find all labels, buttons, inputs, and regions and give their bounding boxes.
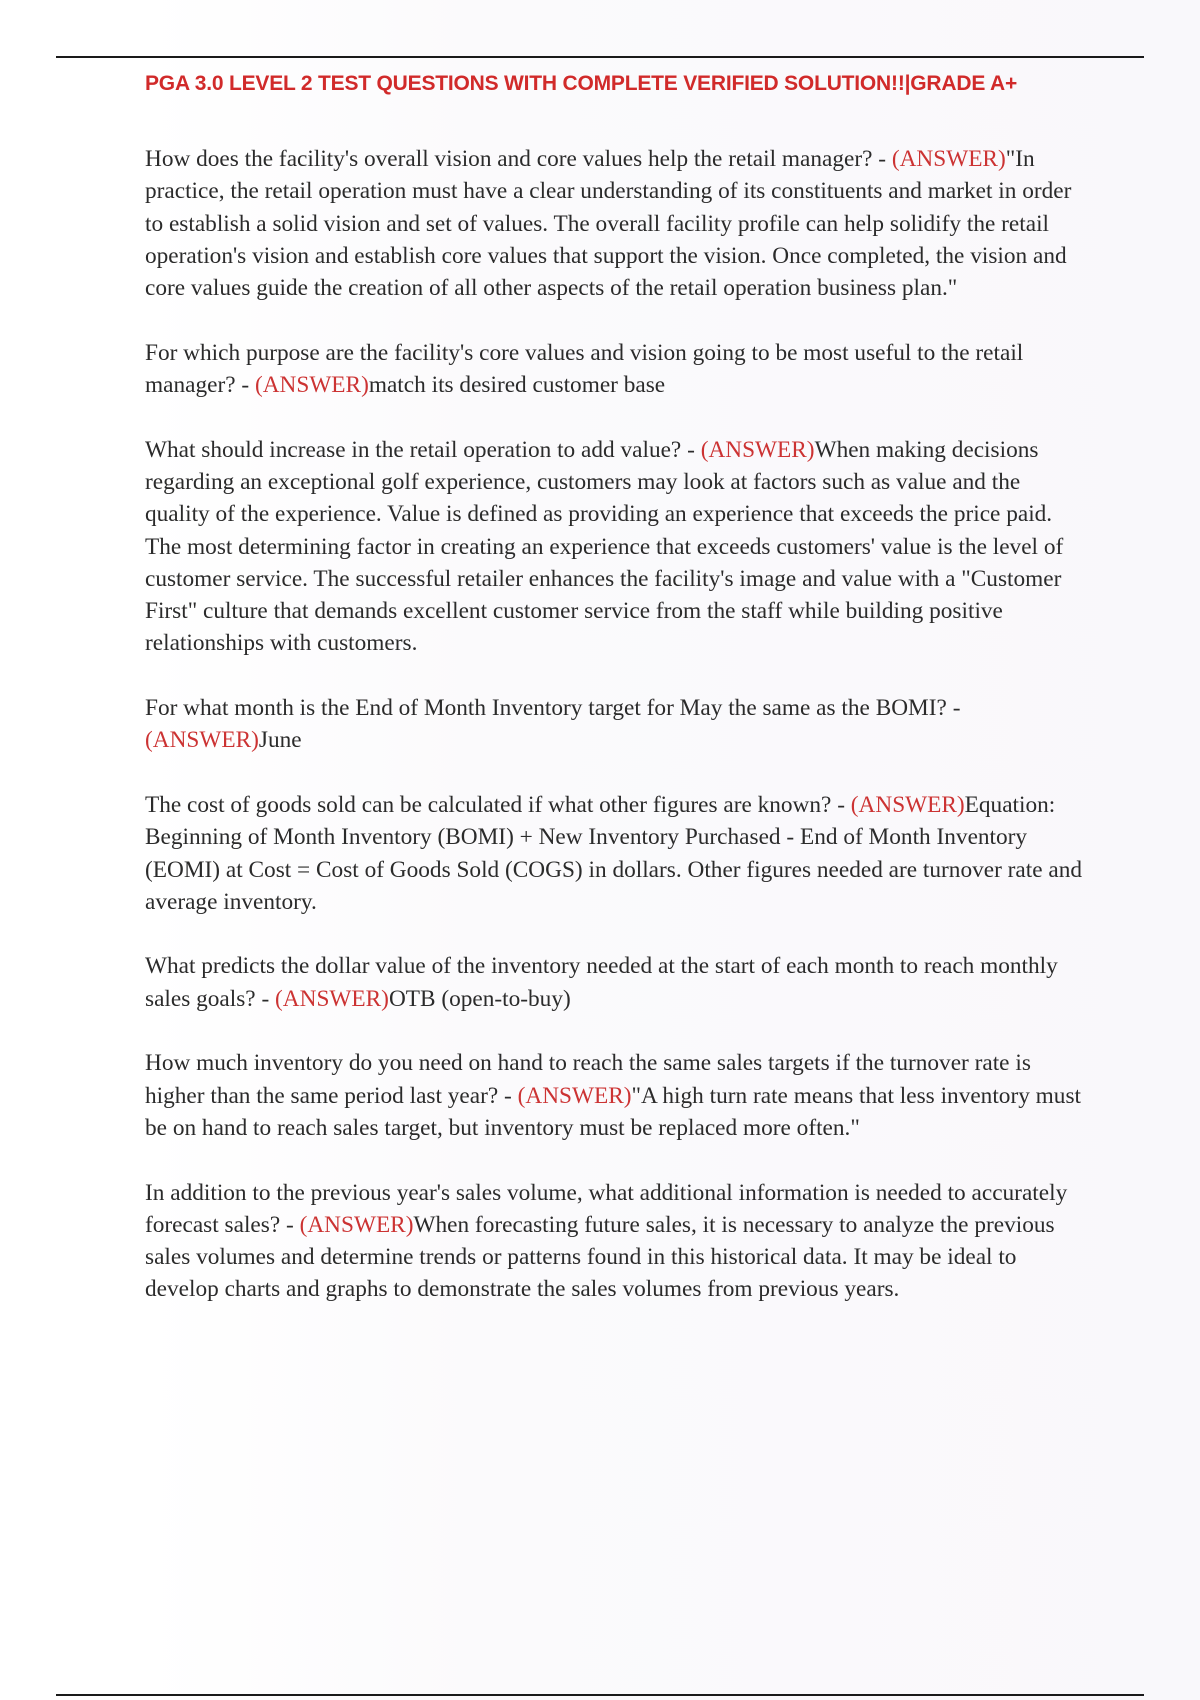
question-text: How much inventory do you need on hand to reach the same sales targets if the turnover rate is higher than the same period last year? -: [145, 1050, 1031, 1109]
question-text: What should increase in the retail operation to add value? -: [145, 436, 701, 463]
question-text: The cost of goods sold can be calculated if what other figures are known? -: [145, 791, 851, 818]
answer-tag: (ANSWER): [299, 1211, 414, 1238]
answer-text: "A high turn rate means that less inventory must be on hand to reach sales target, but inventory must be replaced more often.": [145, 1082, 1081, 1141]
answer-text: match its desired customer base: [368, 372, 666, 399]
answer-tag: (ANSWER): [517, 1082, 632, 1109]
bottom-divider: [56, 1694, 1144, 1696]
answer-tag: (ANSWER): [254, 372, 369, 399]
answer-tag: (ANSWER): [850, 791, 965, 818]
qa-item: [145, 789, 1090, 918]
answer-text: Equation: Beginning of Month Inventory (BOMI) + New Inventory Purchased - End of Month Inventory (EOMI) at Cost = Cost of Goods Sold (COGS) in dollars. Other figures needed are turnover rate and average inventory.: [145, 791, 1083, 915]
qa-item: [145, 1177, 1090, 1306]
answer-tag: (ANSWER): [145, 727, 259, 754]
qa-item: [145, 950, 1090, 1015]
qa-item: [145, 337, 1090, 402]
document-title: PGA 3.0 LEVEL 2 TEST QUESTIONS WITH COMPLETE VERIFIED SOLUTION!!|GRADE A+: [145, 72, 1018, 95]
answer-text: June: [258, 727, 302, 754]
question-text: In addition to the previous year's sales volume, what additional information is needed to accurately forecast sales? -: [145, 1179, 1068, 1238]
question-text: For which purpose are the facility's core values and vision going to be most useful to the retail manager? -: [145, 339, 1024, 399]
qa-item: [145, 1047, 1090, 1144]
qa-item: [145, 692, 1090, 757]
answer-text: When forecasting future sales, it is necessary to analyze the previous sales volumes and determine trends or patterns found in this historical data. It may be ideal to develop charts and graphs to demonstrate the sales volumes from previous years.: [145, 1211, 1055, 1303]
qa-item: [145, 143, 1090, 304]
answer-text: When making decisions regarding an exceptional golf experience, customers may look at factors such as value and the quality of the experience. Value is defined as providing an experience that exceeds the price paid. The most determining factor in creating an experience that exceeds customers' value is the level of customer service. The successful retailer enhances the facility's image and value with a "Customer First" culture that demands excellent customer service from the staff while building positive relationships with customers.: [145, 436, 1064, 657]
answer-text: OTB (open-to-buy): [388, 985, 571, 1012]
qa-list: [145, 143, 1090, 1338]
answer-tag: (ANSWER): [891, 146, 1006, 172]
answer-tag: (ANSWER): [700, 436, 815, 463]
answer-tag: (ANSWER): [275, 985, 389, 1012]
question-text: What predicts the dollar value of the inventory needed at the start of each month to reach monthly sales goals? -: [145, 953, 1058, 1012]
question-text: How does the facility's overall vision and core values help the retail manager? -: [145, 146, 892, 172]
answer-text: "In practice, the retail operation must have a clear understanding of its constituents and market in order to establish a solid vision and set of values. The overall facility profile can help solidify the retail operation's vision and establish core values that support the vision. Once completed, the vision and core values guide the creation of all other aspects of the retail operation business plan.": [145, 146, 1072, 302]
qa-item: [145, 434, 1090, 660]
question-text: For what month is the End of Month Inventory target for May the same as the BOMI? -: [145, 695, 961, 722]
top-divider: [56, 56, 1144, 58]
